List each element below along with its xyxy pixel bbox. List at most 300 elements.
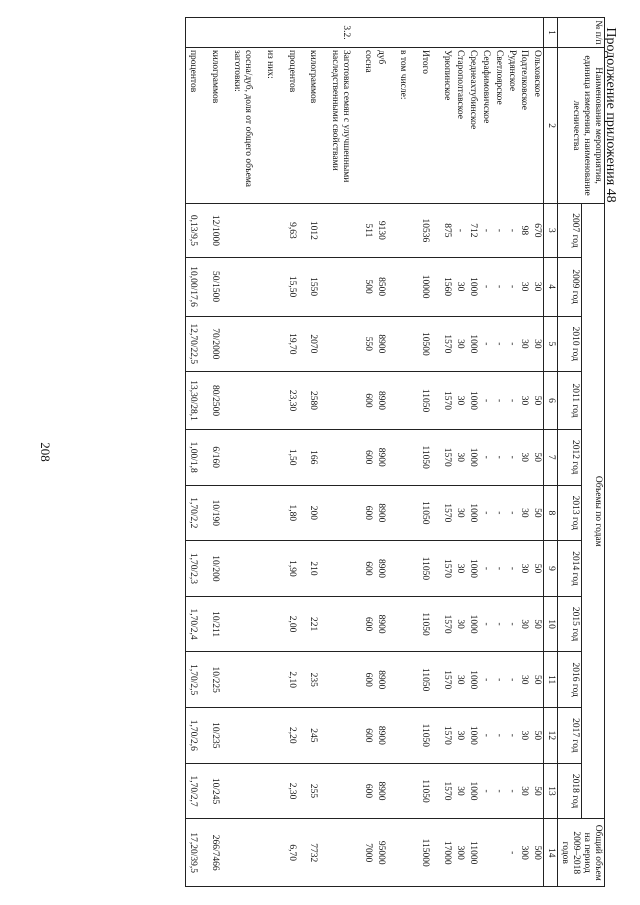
table-cell: 600 <box>361 429 374 485</box>
table-cell: 8900 <box>374 429 387 485</box>
table-cell <box>431 257 440 316</box>
column-index: 6 <box>544 372 558 430</box>
table-cell <box>221 763 230 819</box>
table-cell: 1550 <box>307 257 320 316</box>
header-year: 2017 год <box>558 708 581 764</box>
row-name: в том числе: <box>396 47 409 203</box>
table-cell <box>396 541 409 597</box>
table-cell: 0,13/9,5 <box>186 204 199 258</box>
table-cell <box>254 596 263 652</box>
row-name: килограммов <box>208 47 221 203</box>
table-row <box>440 18 453 887</box>
column-index: 10 <box>544 596 558 652</box>
table-cell <box>396 204 409 258</box>
table-cell: 1000 <box>466 763 479 819</box>
table-cell <box>199 763 208 819</box>
table-cell: 1570 <box>440 541 453 597</box>
table-cell: 30 <box>518 429 531 485</box>
header-volumes-group: Объемы по годам <box>581 204 604 819</box>
header-year: 2010 год <box>558 316 581 372</box>
row-number <box>307 18 320 48</box>
table-cell <box>431 429 440 485</box>
table-cell <box>221 372 230 430</box>
table-cell <box>352 316 361 372</box>
table-cell: - <box>492 257 505 316</box>
table-cell <box>328 763 352 819</box>
table-cell: 670 <box>530 204 543 258</box>
table-cell: 1570 <box>440 708 453 764</box>
row-name <box>319 47 328 203</box>
table-cell <box>263 372 276 430</box>
table-cell: 1570 <box>440 596 453 652</box>
table-cell <box>263 316 276 372</box>
table-cell <box>387 257 396 316</box>
row-number <box>263 18 276 48</box>
table-cell: - <box>505 372 518 430</box>
table-cell: - <box>492 204 505 258</box>
table-cell <box>263 204 276 258</box>
table-cell <box>352 763 361 819</box>
table-cell <box>387 429 396 485</box>
table-cell <box>199 708 208 764</box>
table-cell <box>409 257 418 316</box>
table-cell <box>431 652 440 708</box>
table-cell <box>319 819 328 887</box>
table-row <box>199 18 208 887</box>
table-cell <box>396 429 409 485</box>
table-cell <box>431 541 440 597</box>
table-cell <box>396 316 409 372</box>
header-total: Общий объем на период 2009–2018 годов <box>558 819 605 887</box>
table-cell: 12/1000 <box>208 204 221 258</box>
table-cell: 1000 <box>466 485 479 541</box>
table-cell <box>298 257 307 316</box>
table-cell <box>387 204 396 258</box>
table-cell: 19,70 <box>285 316 298 372</box>
table-cell: 10536 <box>418 204 431 258</box>
table-cell: - <box>505 541 518 597</box>
table-cell <box>221 708 230 764</box>
table-cell: 30 <box>453 372 466 430</box>
table-cell: 10500 <box>418 316 431 372</box>
row-number <box>396 18 409 48</box>
table-cell: 11000 <box>466 819 479 887</box>
table-cell <box>352 652 361 708</box>
table-cell: 17000 <box>440 819 453 887</box>
row-name: килограммов <box>307 47 320 203</box>
table-cell: - <box>492 316 505 372</box>
table-cell: 166 <box>307 429 320 485</box>
table-cell: - <box>479 596 492 652</box>
table-row <box>352 18 361 887</box>
table-cell <box>328 819 352 887</box>
table-cell <box>230 257 254 316</box>
table-cell <box>254 316 263 372</box>
header-year: 2015 год <box>558 596 581 652</box>
table-cell <box>298 485 307 541</box>
column-index: 14 <box>544 819 558 887</box>
table-cell: - <box>492 708 505 764</box>
row-number <box>479 18 492 48</box>
column-index: 3 <box>544 204 558 258</box>
table-cell: 30 <box>453 541 466 597</box>
table-cell: 1000 <box>466 652 479 708</box>
table-cell <box>298 316 307 372</box>
table-cell: 9130 <box>374 204 387 258</box>
table-cell <box>319 316 328 372</box>
table-cell: 11050 <box>418 708 431 764</box>
column-index: 4 <box>544 257 558 316</box>
table-cell <box>431 708 440 764</box>
table-cell <box>328 708 352 764</box>
table-cell <box>319 652 328 708</box>
table-cell: - <box>505 429 518 485</box>
table-cell <box>492 819 505 887</box>
table-cell: 50 <box>530 372 543 430</box>
row-name: Заготовка семян с улучшенными наследственными свойствами <box>328 47 352 203</box>
table-cell: 1570 <box>440 652 453 708</box>
table-cell <box>254 204 263 258</box>
table-cell: 7732 <box>307 819 320 887</box>
table-cell <box>352 819 361 887</box>
table-row <box>518 18 531 887</box>
header-year: 2007 год <box>558 204 581 258</box>
table-cell <box>298 541 307 597</box>
table-cell: 266/7466 <box>208 819 221 887</box>
row-name: дуб <box>374 47 387 203</box>
table-row <box>298 18 307 887</box>
table-cell <box>230 708 254 764</box>
row-name: из них: <box>263 47 276 203</box>
table-cell <box>352 257 361 316</box>
table-cell: 1570 <box>440 372 453 430</box>
row-name <box>254 47 263 203</box>
table-cell <box>431 316 440 372</box>
table-row <box>221 18 230 887</box>
table-cell <box>328 372 352 430</box>
table-cell <box>387 596 396 652</box>
table-cell <box>298 763 307 819</box>
table-cell <box>199 596 208 652</box>
row-name <box>199 47 208 203</box>
table-cell <box>230 429 254 485</box>
row-number <box>387 18 396 48</box>
table-cell: - <box>479 763 492 819</box>
table-cell: 1012 <box>307 204 320 258</box>
table-cell: - <box>479 372 492 430</box>
table-cell: 50 <box>530 485 543 541</box>
row-number <box>374 18 387 48</box>
table-cell: 600 <box>361 372 374 430</box>
table-cell <box>254 708 263 764</box>
row-name <box>409 47 418 203</box>
table-row <box>374 18 387 887</box>
header-no: № п/п <box>558 18 605 48</box>
table-cell <box>254 819 263 887</box>
table-cell: 6/160 <box>208 429 221 485</box>
table-cell: 30 <box>453 429 466 485</box>
table-cell: 1000 <box>466 257 479 316</box>
table-cell <box>352 372 361 430</box>
row-name: сосна <box>361 47 374 203</box>
table-cell <box>263 652 276 708</box>
table-cell <box>328 541 352 597</box>
table-cell: 80/2500 <box>208 372 221 430</box>
table-cell: 11050 <box>418 596 431 652</box>
table-cell: 600 <box>361 652 374 708</box>
table-cell <box>396 652 409 708</box>
table-cell: 1000 <box>466 429 479 485</box>
table-cell <box>328 596 352 652</box>
table-cell: 23,30 <box>285 372 298 430</box>
table-cell <box>352 708 361 764</box>
table-cell: 255 <box>307 763 320 819</box>
table-cell <box>276 763 285 819</box>
table-cell: - <box>505 204 518 258</box>
table-cell: 30 <box>453 485 466 541</box>
table-cell: 30 <box>453 316 466 372</box>
table-cell: 11050 <box>418 429 431 485</box>
table-cell: 10/190 <box>208 485 221 541</box>
table-row <box>285 18 298 887</box>
table-cell <box>276 429 285 485</box>
row-name: Светлоярское <box>492 47 505 203</box>
table-cell: - <box>479 485 492 541</box>
table-cell <box>319 541 328 597</box>
table-cell: 70/2000 <box>208 316 221 372</box>
table-cell: - <box>492 485 505 541</box>
column-index: 11 <box>544 652 558 708</box>
table-cell: 600 <box>361 763 374 819</box>
table-cell <box>298 819 307 887</box>
row-number <box>208 18 221 48</box>
table-cell: 8900 <box>374 316 387 372</box>
table-cell <box>328 257 352 316</box>
table-cell: 1000 <box>466 596 479 652</box>
row-number <box>352 18 361 48</box>
table-cell: - <box>492 429 505 485</box>
table-cell <box>431 819 440 887</box>
table-cell: 1,70/2,5 <box>186 652 199 708</box>
table-cell <box>199 485 208 541</box>
table-cell: 11050 <box>418 372 431 430</box>
table-row <box>418 18 431 887</box>
row-name <box>352 47 361 203</box>
row-name: сосна/дуб, доля от общего объема заготовки: <box>230 47 254 203</box>
table-cell <box>199 652 208 708</box>
table-cell: - <box>505 819 518 887</box>
table-cell: 17,20/39,5 <box>186 819 199 887</box>
row-number <box>530 18 543 48</box>
volumes-table <box>185 17 605 887</box>
table-cell <box>387 372 396 430</box>
row-name: Ольховское <box>530 47 543 203</box>
table-cell <box>479 819 492 887</box>
table-cell <box>319 204 328 258</box>
table-row <box>186 18 199 887</box>
table-cell <box>263 708 276 764</box>
header-year: 2016 год <box>558 652 581 708</box>
table-cell <box>396 763 409 819</box>
table-cell: - <box>479 257 492 316</box>
table-row <box>466 18 479 887</box>
row-number <box>518 18 531 48</box>
row-name <box>431 47 440 203</box>
table-cell <box>254 652 263 708</box>
table-cell <box>409 372 418 430</box>
table-cell <box>431 596 440 652</box>
table-cell: 30 <box>453 708 466 764</box>
row-number <box>453 18 466 48</box>
table-row <box>530 18 543 887</box>
table-cell: 600 <box>361 541 374 597</box>
row-name: Среднеахтубинское <box>466 47 479 203</box>
table-cell <box>263 541 276 597</box>
table-cell <box>409 204 418 258</box>
table-cell <box>328 429 352 485</box>
table-cell <box>254 763 263 819</box>
table-cell <box>276 652 285 708</box>
table-cell <box>263 429 276 485</box>
table-cell <box>409 541 418 597</box>
row-number <box>199 18 208 48</box>
row-name <box>298 47 307 203</box>
table-row <box>208 18 221 887</box>
table-cell: 30 <box>518 316 531 372</box>
header-year: 2011 год <box>558 372 581 430</box>
table-cell <box>263 819 276 887</box>
table-cell <box>254 372 263 430</box>
table-cell: - <box>479 652 492 708</box>
row-number <box>285 18 298 48</box>
column-index: 12 <box>544 708 558 764</box>
table-cell: 1,80 <box>285 485 298 541</box>
table-cell <box>319 429 328 485</box>
row-name: Рудянское <box>505 47 518 203</box>
table-cell <box>409 763 418 819</box>
table-cell <box>387 316 396 372</box>
table-cell: 1000 <box>466 316 479 372</box>
table-cell: - <box>505 596 518 652</box>
table-cell: 1,70/2,4 <box>186 596 199 652</box>
table-cell <box>431 763 440 819</box>
table-cell <box>431 485 440 541</box>
table-cell <box>230 819 254 887</box>
row-name <box>387 47 396 203</box>
row-number <box>276 18 285 48</box>
table-cell <box>328 316 352 372</box>
table-cell <box>263 485 276 541</box>
row-number: 3.2. <box>328 18 352 48</box>
table-cell: 1,00/1,8 <box>186 429 199 485</box>
column-index: 1 <box>544 18 558 48</box>
table-cell: 2070 <box>307 316 320 372</box>
table-cell: 30 <box>518 541 531 597</box>
row-number <box>466 18 479 48</box>
table-cell <box>387 541 396 597</box>
table-body <box>186 18 558 887</box>
table-cell: 1000 <box>466 372 479 430</box>
table-row <box>307 18 320 887</box>
row-number <box>230 18 254 48</box>
table-cell <box>396 708 409 764</box>
table-row <box>263 18 276 887</box>
table-cell <box>352 485 361 541</box>
table-row <box>276 18 285 887</box>
table-cell: 2,30 <box>285 763 298 819</box>
table-cell <box>230 372 254 430</box>
table-cell: 2,10 <box>285 652 298 708</box>
table-cell <box>276 819 285 887</box>
table-cell: 11050 <box>418 763 431 819</box>
table-row <box>254 18 263 887</box>
table-cell <box>387 763 396 819</box>
table-cell: 1570 <box>440 763 453 819</box>
table-cell: 1560 <box>440 257 453 316</box>
row-name: процентов <box>285 47 298 203</box>
table-cell: 550 <box>361 316 374 372</box>
table-cell: 8900 <box>374 541 387 597</box>
table-cell: 30 <box>518 763 531 819</box>
table-cell: 1,70/2,2 <box>186 485 199 541</box>
table-cell: 8900 <box>374 485 387 541</box>
row-number <box>298 18 307 48</box>
appendix-title: Продолжение приложения 48 <box>603 27 618 203</box>
table-cell: 10,00/17,6 <box>186 257 199 316</box>
row-number <box>409 18 418 48</box>
row-number <box>319 18 328 48</box>
table-cell: - <box>453 204 466 258</box>
header-year: 2009 год <box>558 257 581 316</box>
table-cell: 1,90 <box>285 541 298 597</box>
table-cell <box>276 485 285 541</box>
table-cell <box>276 596 285 652</box>
row-number <box>431 18 440 48</box>
table-cell: 98 <box>518 204 531 258</box>
table-cell: 30 <box>453 763 466 819</box>
table-cell <box>199 429 208 485</box>
table-cell: 30 <box>530 316 543 372</box>
row-number <box>254 18 263 48</box>
table-cell: 10/235 <box>208 708 221 764</box>
table-cell: 11050 <box>418 485 431 541</box>
table-cell <box>199 204 208 258</box>
column-index: 5 <box>544 316 558 372</box>
table-cell <box>254 541 263 597</box>
table-cell <box>319 372 328 430</box>
table-cell: 95000 <box>374 819 387 887</box>
table-cell: - <box>505 257 518 316</box>
table-cell <box>298 204 307 258</box>
table-cell: - <box>479 204 492 258</box>
header-year: 2012 год <box>558 429 581 485</box>
table-cell: 300 <box>453 819 466 887</box>
table-row <box>396 18 409 887</box>
table-cell <box>221 204 230 258</box>
row-name <box>221 47 230 203</box>
table-cell <box>263 257 276 316</box>
table-cell <box>396 819 409 887</box>
table-cell <box>199 257 208 316</box>
table-cell: 875 <box>440 204 453 258</box>
table-cell <box>221 485 230 541</box>
table-cell: 1,70/2,6 <box>186 708 199 764</box>
table-cell <box>319 763 328 819</box>
table-cell: 50 <box>530 429 543 485</box>
table-cell: 30 <box>453 652 466 708</box>
table-cell: 50 <box>530 541 543 597</box>
table-cell <box>199 541 208 597</box>
